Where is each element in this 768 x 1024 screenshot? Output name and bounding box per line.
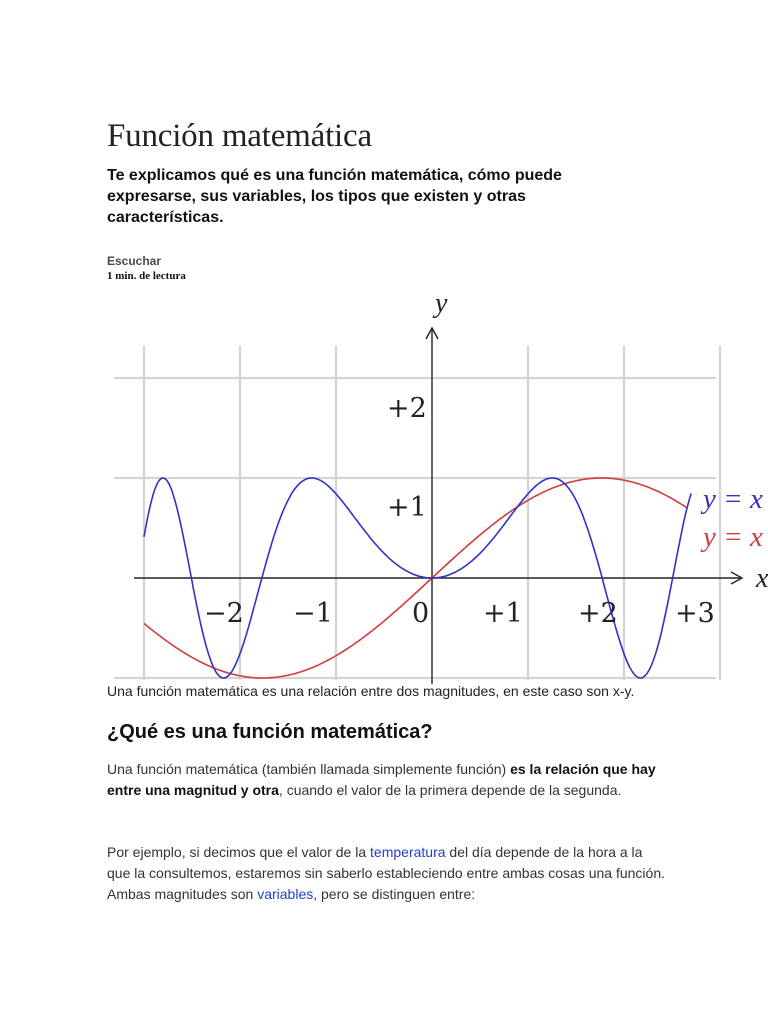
x-tick-label: +1 [483, 598, 523, 629]
paragraph-example [107, 842, 667, 905]
function-graph-figure [100, 284, 768, 684]
legend-entry-blue: y = x [703, 483, 763, 515]
x-axis-label: x [756, 563, 768, 594]
paragraph-text: Una función matemática (también llamada simplemente función) [107, 761, 511, 777]
link-temperatura[interactable]: temperatura [370, 844, 446, 860]
paragraph-text: , cuando el valor de la primera depende de la segunda. [278, 782, 622, 798]
paragraph-text: del día depende de la hora a la que la consultemos, estaremos sin saberlo estableciendo entre ambas cosas una función. Ambas magnitudes son [107, 844, 665, 902]
listen-button[interactable]: Escuchar [107, 254, 162, 268]
paragraph-bold-text: es la relación que hay entre una magnitud y otra [107, 761, 656, 798]
y-tick-label: +2 [387, 393, 427, 424]
legend-entry-red: y = x [703, 521, 763, 553]
paragraph-definition [107, 759, 667, 801]
x-tick-label: 0 [412, 598, 430, 629]
article-subtitle: Te explicamos qué es una función matemática, cómo puede expresarse, sus variables, los tipos que existen y otras características. [107, 167, 562, 226]
paragraph-text: Por ejemplo, si decimos que el valor de la [107, 844, 371, 860]
y-axis-label: y [435, 288, 448, 319]
x-tick-label: −1 [293, 598, 333, 629]
figure-caption: Una función matemática es una relación entre dos magnitudes, en este caso son x-y. [107, 683, 635, 699]
article-title: Función matemática [107, 118, 372, 154]
paragraph-text: , pero se distinguen entre: [313, 886, 476, 902]
link-variables[interactable]: variables [257, 886, 314, 902]
x-tick-label: +3 [675, 598, 715, 629]
y-tick-label: +1 [387, 492, 427, 523]
read-time: 1 min. de lectura [107, 270, 186, 282]
x-tick-label: −2 [204, 598, 244, 629]
x-tick-label: +2 [578, 598, 618, 629]
section-heading: ¿Qué es una función matemática? [107, 721, 433, 743]
function-graph [100, 284, 768, 684]
